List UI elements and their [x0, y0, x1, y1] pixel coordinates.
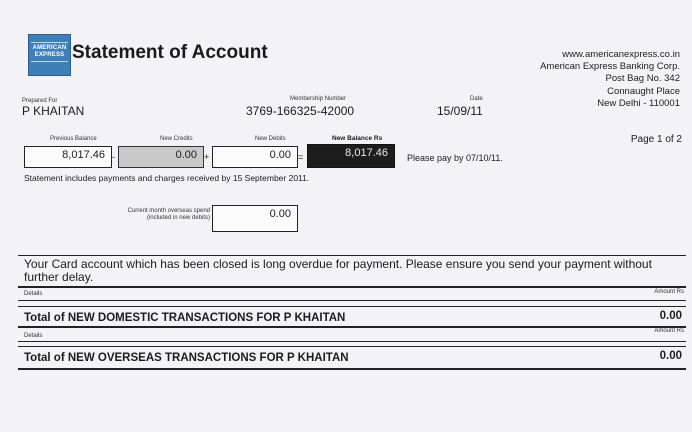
previous-balance-box [24, 146, 112, 168]
new-balance-box [307, 144, 395, 168]
new-credits-box [118, 146, 204, 168]
overseas-sub-rule [18, 346, 686, 347]
logo-text-line1: AMERICAN [32, 45, 67, 51]
previous-balance-label: Previous Balance [50, 136, 97, 142]
page-indicator: Page 1 of 2 [630, 134, 682, 145]
overseas-total-amount: 0.00 [659, 350, 682, 362]
overseas-spend-box [212, 205, 298, 232]
new-balance-label: New Balance Rs [332, 135, 383, 142]
amount-label-domestic: Amount Rs [654, 289, 684, 295]
prepared-for-label: Prepared For [22, 98, 58, 104]
new-debits-label: New Debits [255, 136, 286, 142]
membership-number: 3769-166325-42000 [246, 104, 355, 118]
overseas-spend-value: 0.00 [269, 208, 291, 220]
american-express-logo [28, 34, 71, 76]
includes-note: Statement includes payments and charges received by 15 September 2011. [24, 173, 310, 183]
address-postbag: Post Bag No. 342 [605, 73, 680, 84]
amount-label-overseas: Amount Rs [654, 328, 684, 334]
overdue-message: Your Card account which has been closed is long overdue for payment. Please ensure you send your payment without further delay. [24, 257, 652, 284]
overseas-spend-label: Current month overseas spend [127, 208, 210, 214]
domestic-total-rule [18, 326, 686, 328]
statement-title: Statement of Account [72, 42, 268, 63]
domestic-total-amount: 0.00 [659, 310, 682, 322]
equals-sign: = [298, 152, 304, 162]
message-bottom-rule [18, 286, 686, 288]
message-top-rule [18, 255, 686, 256]
details-label-overseas: Details [24, 333, 43, 339]
overseas-spend-sublabel: (included in new debits) [146, 215, 210, 221]
address-company: American Express Banking Corp. [540, 61, 680, 72]
new-debits-value: 0.00 [269, 149, 291, 161]
plus-sign: + [204, 152, 210, 162]
overseas-total-label: Total of NEW OVERSEAS TRANSACTIONS FOR P KHAITAN [24, 352, 349, 364]
new-credits-value: 0.00 [175, 149, 197, 161]
overseas-header-rule [18, 341, 686, 342]
domestic-header-rule [18, 300, 686, 301]
details-label-domestic: Details [24, 291, 43, 297]
domestic-total-label: Total of NEW DOMESTIC TRANSACTIONS FOR P KHAITAN [24, 312, 346, 324]
new-debits-box [212, 146, 298, 168]
statement-date: 15/09/11 [437, 104, 483, 118]
customer-name: P KHAITAN [22, 104, 85, 118]
minus-sign: - [112, 152, 115, 162]
address-website: www.americanexpress.co.in [562, 49, 680, 60]
address-city: New Delhi - 110001 [597, 98, 680, 109]
previous-balance-value: 8,017.46 [62, 149, 105, 161]
new-balance-value: 8,017.46 [345, 147, 388, 159]
date-label: Date [470, 96, 483, 102]
overseas-total-rule [18, 368, 686, 370]
pay-by-note: Please pay by 07/10/11. [407, 153, 503, 163]
address-area: Connaught Place [607, 86, 680, 97]
new-credits-label: New Credits [160, 136, 193, 142]
logo-text-line2: EXPRESS [34, 52, 65, 58]
membership-number-label: Membership Number [290, 96, 347, 102]
domestic-sub-rule [18, 306, 686, 307]
